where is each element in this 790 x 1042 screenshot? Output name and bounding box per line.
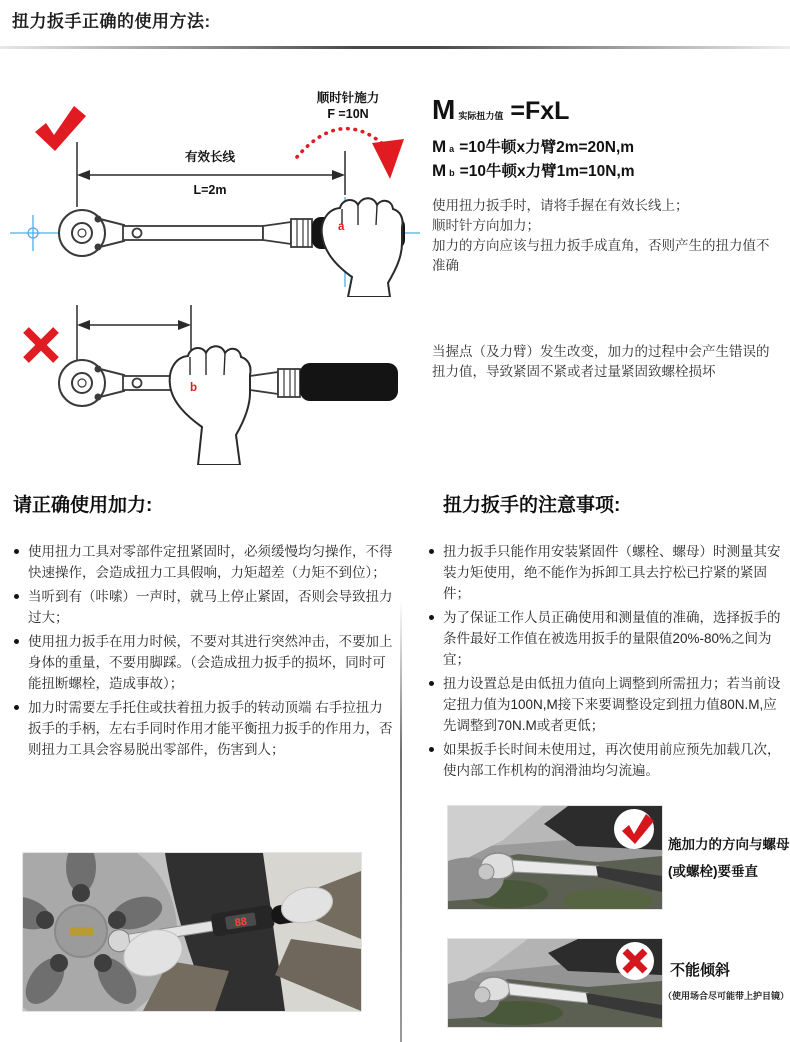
usage-note xyxy=(432,196,776,276)
formula-expression: =FxL xyxy=(510,97,570,125)
column-divider xyxy=(400,600,402,1042)
list-item xyxy=(429,673,785,736)
hand-on-handle xyxy=(322,198,403,297)
bullet-text: 当听到有（咔嗦）一声时，就马上停止紧固，否则会导致扭力过大； xyxy=(28,589,393,625)
photo2-subcaption: （使用场合尽可能带上护目镜） xyxy=(663,991,790,1001)
dim-arrow-right xyxy=(332,170,345,180)
formula-case-b xyxy=(432,159,635,181)
list-item xyxy=(14,631,394,694)
torque-formula xyxy=(432,94,635,181)
dim-arrow-right xyxy=(178,320,191,330)
case-a-symbol: M xyxy=(432,137,447,156)
grip-point-a-label: a xyxy=(338,221,345,233)
clockwise-force-label: 顺时针施力 xyxy=(316,91,380,105)
formula-cases xyxy=(432,135,635,181)
bullet-dot xyxy=(429,747,434,752)
dim-arrow-left xyxy=(77,320,90,330)
photo-tilted-wrong xyxy=(447,938,663,1028)
arm-length-label: L=2m xyxy=(193,183,227,197)
cross-icon xyxy=(26,330,56,360)
bullet-text: 扭力设置总是由低扭力值向上调整到所需扭力；若当前设定扭力值为100N,M接下来要调整设定到扭力值80N.M,应先调整到70N.M或者更低； xyxy=(443,676,781,733)
case-a-subscript: a xyxy=(449,144,455,154)
caution-section-list xyxy=(429,541,785,781)
photo-wheel-torque-wrench xyxy=(22,852,362,1012)
case-b-subscript: b xyxy=(449,168,455,178)
list-item xyxy=(14,586,394,628)
hand-on-shaft xyxy=(170,346,251,465)
bullet-dot xyxy=(14,639,19,644)
brand-emblem xyxy=(69,927,93,936)
grip-point-b-label: b xyxy=(190,382,198,394)
diagram-correct-grip xyxy=(10,85,420,297)
grip-change-note: 当握点（及力臂）发生改变，加力的过程中会产生错误的扭力值，导致紧固不紧或者过量紧固致螺栓损坏 xyxy=(432,344,770,379)
title-divider xyxy=(0,46,790,49)
force-section-list xyxy=(14,541,394,760)
wrench-display-value: 88 xyxy=(233,915,248,930)
clockwise-arrow-arc xyxy=(297,129,384,157)
clockwise-arrow-head xyxy=(372,139,404,179)
list-item xyxy=(14,697,394,760)
effective-length-label: 有效长线 xyxy=(184,150,236,164)
photo1-caption-line2: (或螺栓)要垂直 xyxy=(668,864,758,879)
photo2-caption: 不能倾斜 xyxy=(670,962,731,979)
photo1-caption xyxy=(668,831,790,885)
usage-note-line2: 顺时针方向加力； xyxy=(432,218,540,233)
case-b-value: =10牛顿x力臂1m=10N,m xyxy=(459,163,635,180)
usage-note-line3: 加力的方向应该与扭力扳手成直角，否则产生的扭力值不准确 xyxy=(432,238,770,273)
bullet-dot xyxy=(429,549,434,554)
list-item xyxy=(429,607,785,670)
bullet-text: 使用扭力扳手在用力时候，不要对其进行突然冲击，不要加上身体的重量，不要用脚踩。（会造成扭力扳手的损坏，同时可能扭断螺栓，造成事故）； xyxy=(28,634,393,691)
list-item xyxy=(429,541,785,604)
bullet-dot xyxy=(14,705,19,710)
bullet-dot xyxy=(14,594,19,599)
list-item xyxy=(14,541,394,583)
usage-note-line1: 使用扭力扳手时，请将手握在有效长线上； xyxy=(432,198,689,213)
case-a-value: =10牛顿x力臂2m=20N,m xyxy=(459,139,635,156)
formula-case-a xyxy=(432,135,635,157)
diagram-incorrect-grip xyxy=(10,297,420,465)
bullet-dot xyxy=(429,681,434,686)
page-title: 扭力扳手正确的使用方法: xyxy=(12,12,211,31)
bullet-text: 如果扳手长时间未使用过，再次使用前应预先加载几次，使内部工作机构的润滑油均匀流遍。 xyxy=(443,742,781,778)
force-value-label: F =10N xyxy=(327,107,369,121)
bullet-dot xyxy=(14,549,19,554)
dim-arrow-left xyxy=(77,170,90,180)
formula-symbol: M xyxy=(432,94,456,125)
bullet-text: 加力时需要左手托住或扶着扭力扳手的转动顶端 右手拉扭力扳手的手柄，左右手同时作用才能平衡扭力扳手的作用力，否则扭力工具会容易脱出零部件，伤害到人； xyxy=(28,700,393,757)
list-item xyxy=(429,739,785,781)
bullet-text: 扭力扳手只能作用安装紧固件（螺栓、螺母）时测量其安装力矩使用，绝不能作为拆卸工具去拧松已拧紧的紧固件； xyxy=(443,544,781,601)
case-b-symbol: M xyxy=(432,161,447,180)
formula-main xyxy=(432,94,635,126)
check-icon xyxy=(35,106,86,151)
bullet-dot xyxy=(429,615,434,620)
bullet-text: 为了保证工作人员正确使用和测量值的准确，选择扳手的条件最好工作值在被选用扳手的量限值20%-80%之间为宜； xyxy=(443,610,781,667)
photo1-caption-line1: 施加力的方向与螺母 xyxy=(668,837,790,852)
force-section-title: 请正确使用加力: xyxy=(13,495,153,516)
formula-symbol-subscript: 实际扭力值 xyxy=(458,111,504,121)
bullet-text: 使用扭力工具对零部件定扭紧固时，必须缓慢均匀操作，不得快速操作，会造成扭力工具假响，力矩超差（力矩不到位）； xyxy=(28,544,393,580)
caution-section-title: 扭力扳手的注意事项: xyxy=(443,495,621,516)
photo-perpendicular-correct xyxy=(447,805,663,910)
